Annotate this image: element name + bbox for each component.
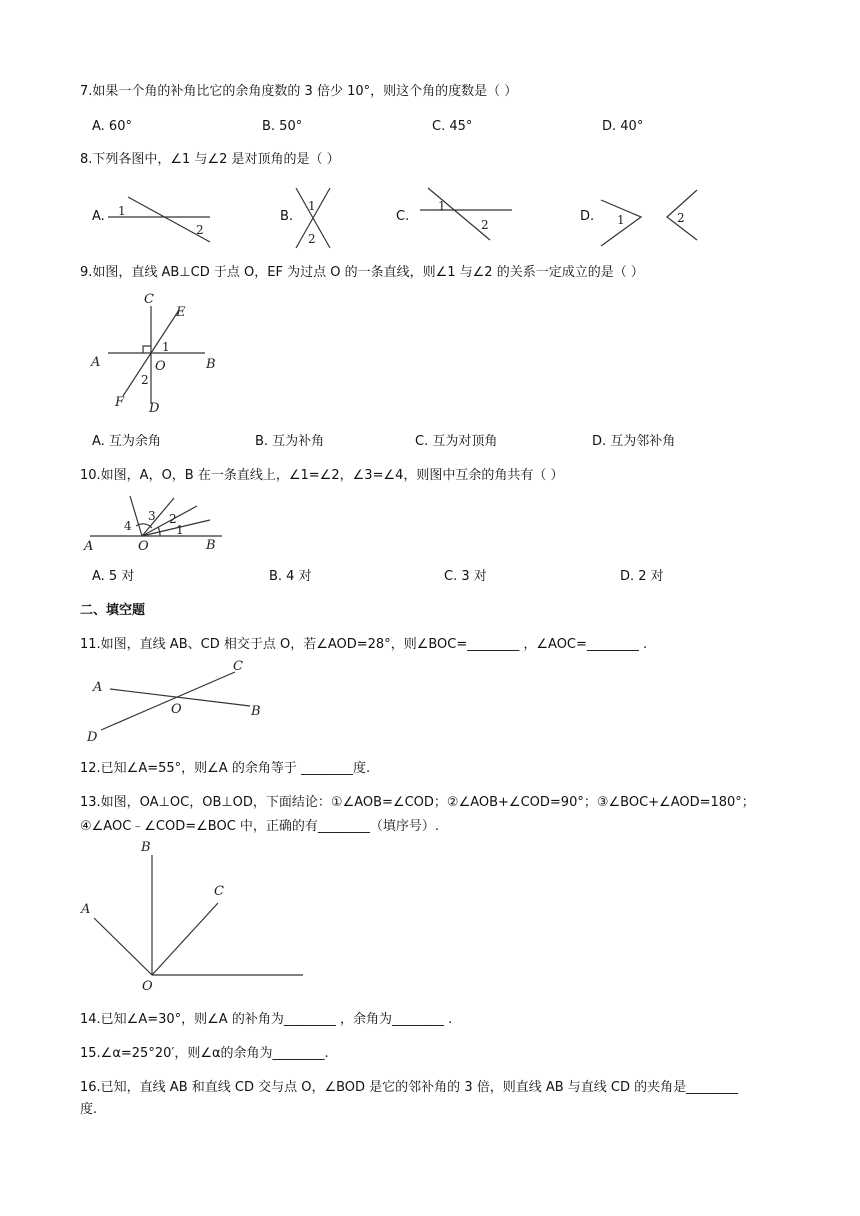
q9-label-a: A (91, 355, 101, 370)
figure-a-label-2: 2 (196, 223, 204, 237)
question-9-option-a[interactable]: A. 互为余角 (92, 434, 161, 449)
question-12-stem: 12.已知∠A=55°，则∠A 的余角等于 ________度. (80, 761, 371, 776)
q13-label-a: A (81, 902, 91, 917)
q11-label-c: C (233, 659, 243, 674)
q10-label-b: B (206, 538, 216, 553)
q9-label-o: O (155, 359, 166, 374)
question-10-option-c[interactable]: C. 3 对 (444, 569, 487, 584)
q11-label-a: A (93, 680, 103, 695)
question-14-stem: 14.已知∠A=30°，则∠A 的补角为________ ，余角为________ . (80, 1012, 453, 1027)
q10-label-o: O (138, 539, 149, 554)
figure-a-label-1: 1 (118, 204, 126, 218)
figure-d-label-2: 2 (677, 211, 685, 225)
question-15-stem: 15.∠α=25°20′，则∠α的余角为________. (80, 1046, 329, 1061)
question-8-option-a-label[interactable]: A. (92, 209, 105, 224)
q13-ray-oa (94, 918, 152, 975)
section-title-fill-in: 二、填空题 (80, 603, 146, 618)
figure-c-slant-line (428, 188, 490, 240)
q13-label-c: C (214, 884, 224, 899)
question-9-figure (85, 288, 225, 418)
q10-label-1: 1 (176, 523, 184, 537)
q9-label-1: 1 (162, 340, 170, 354)
question-10-stem: 10.如图，A，O，B 在一条直线上，∠1=∠2，∠3=∠4，则图中互余的角共有（ ） (80, 468, 564, 483)
figure-b-label-1: 1 (308, 199, 316, 213)
question-8-option-c-label[interactable]: C. (396, 209, 410, 224)
question-8-figure-b (290, 180, 350, 250)
q10-label-2: 2 (169, 512, 177, 526)
question-13-line-1: 13.如图，OA⊥OC，OB⊥OD，下面结论：①∠AOB=∠COD；②∠AOB+∠COD=90°；③∠BOC+∠AOD=180°； (80, 795, 755, 810)
question-9-stem: 9.如图，直线 AB⊥CD 于点 O，EF 为过点 O 的一条直线，则∠1 与∠2 的关系一定成立的是（ ） (80, 265, 644, 280)
q9-label-f: F (115, 395, 125, 410)
q10-label-a: A (84, 539, 94, 554)
q10-ray-1 (130, 496, 142, 536)
question-8-figure-c (410, 180, 530, 250)
question-8-figure-d (595, 180, 715, 250)
figure-b-label-2: 2 (308, 232, 316, 246)
question-10-option-a[interactable]: A. 5 对 (92, 569, 135, 584)
q13-label-b: B (141, 840, 151, 855)
question-9-option-b[interactable]: B. 互为补角 (255, 434, 325, 449)
question-9-option-d[interactable]: D. 互为邻补角 (592, 434, 676, 449)
q13-label-o: O (142, 979, 153, 994)
q9-label-d: D (149, 401, 160, 416)
question-8-option-d-label[interactable]: D. (580, 209, 595, 224)
question-16-line-2: 度. (80, 1102, 98, 1117)
question-8-stem: 8.下列各图中，∠1 与∠2 是对顶角的是（ ） (80, 152, 340, 167)
question-9-option-c[interactable]: C. 互为对顶角 (415, 434, 498, 449)
question-7-option-c[interactable]: C. 45° (432, 119, 473, 134)
question-11-stem: 11.如图，直线 AB、CD 相交于点 O，若∠AOD=28°，则∠BOC=________ ，∠AOC=________ . (80, 637, 648, 652)
q9-right-angle-mark (143, 346, 151, 353)
figure-d-label-1: 1 (617, 213, 625, 227)
question-8-figure-a (100, 180, 230, 250)
question-7-stem: 7.如果一个角的补角比它的余角度数的 3 倍少 10°，则这个角的度数是（ ） (80, 84, 518, 99)
question-10-option-d[interactable]: D. 2 对 (620, 569, 664, 584)
q11-label-o: O (171, 702, 182, 717)
figure-c-label-1: 1 (438, 199, 446, 213)
question-7-option-a[interactable]: A. 60° (92, 119, 132, 134)
q9-label-e: E (176, 305, 186, 320)
question-16-line-1: 16.已知，直线 AB 和直线 CD 交与点 O，∠BOD 是它的邻补角的 3 倍，则直线 AB 与直线 CD 的夹角是________ (80, 1080, 739, 1095)
question-8-option-b-label[interactable]: B. (280, 209, 294, 224)
q13-ray-oc (152, 903, 218, 975)
q11-label-b: B (251, 704, 261, 719)
question-11-figure (85, 655, 275, 745)
q9-label-2: 2 (141, 373, 149, 387)
question-13-figure (78, 838, 318, 998)
question-10-figure (82, 490, 232, 555)
question-7-option-b[interactable]: B. 50° (262, 119, 303, 134)
question-7-option-d[interactable]: D. 40° (602, 119, 644, 134)
q9-label-b: B (206, 357, 216, 372)
q10-label-4: 4 (124, 519, 132, 533)
figure-c-label-2: 2 (481, 218, 489, 232)
q11-line-cd (101, 672, 235, 730)
q10-label-3: 3 (148, 509, 156, 523)
q9-label-c: C (144, 292, 154, 307)
question-10-option-b[interactable]: B. 4 对 (269, 569, 312, 584)
q11-label-d: D (87, 730, 98, 745)
question-13-line-2: ④∠AOC﹣∠COD=∠BOC 中，正确的有________（填序号）. (80, 819, 440, 834)
